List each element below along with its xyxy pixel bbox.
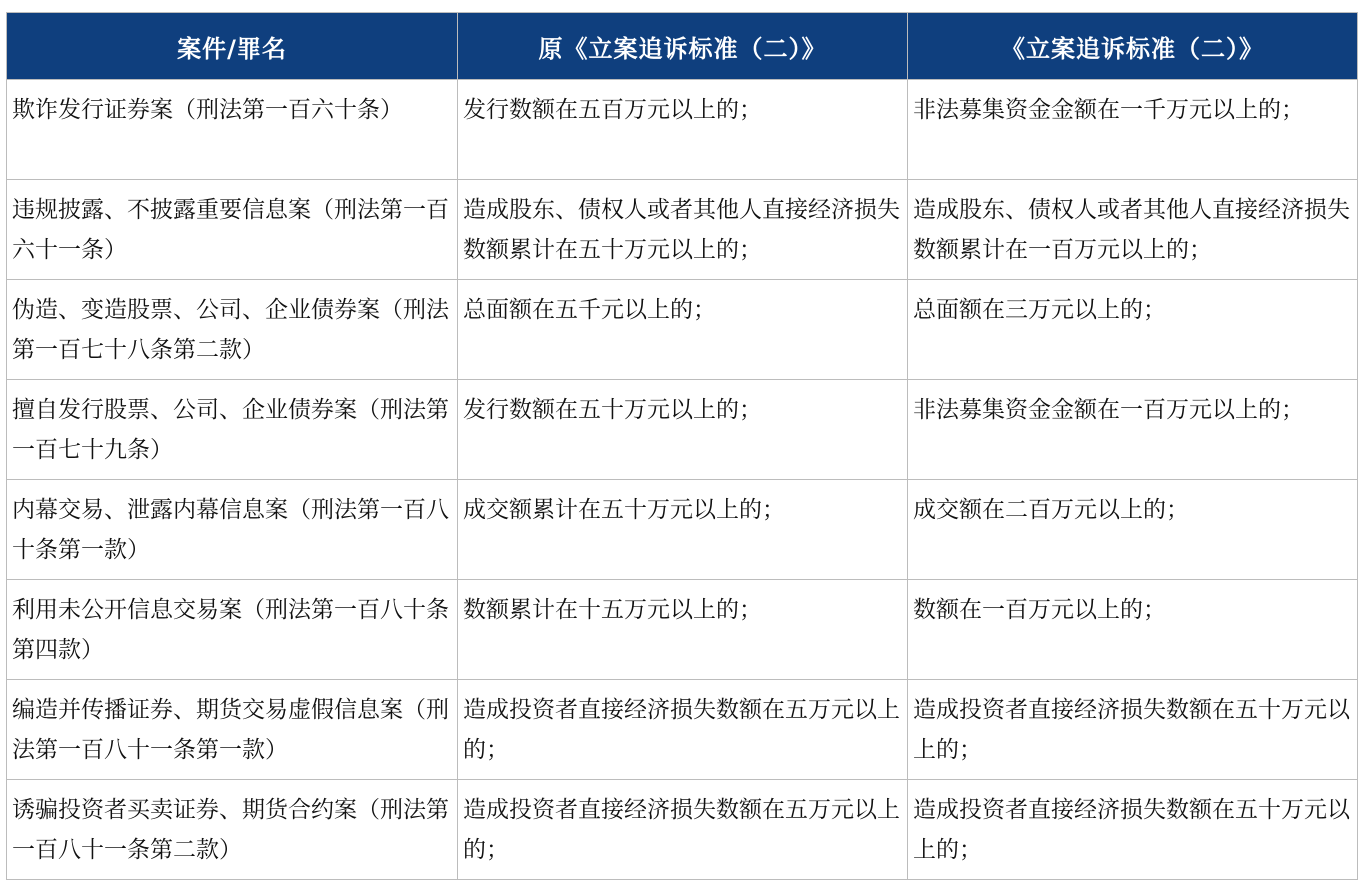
cell-old-standard: 数额累计在十五万元以上的； xyxy=(458,580,908,680)
table-row xyxy=(7,580,1358,680)
table-row xyxy=(7,180,1358,280)
cell-old-standard: 造成投资者直接经济损失数额在五万元以上的； xyxy=(458,780,908,880)
table-row xyxy=(7,780,1358,880)
cell-case-name: 伪造、变造股票、公司、企业债券案（刑法第一百七十八条第二款） xyxy=(7,280,458,380)
cell-old-standard: 成交额累计在五十万元以上的； xyxy=(458,480,908,580)
header-row xyxy=(7,13,1358,80)
cell-new-standard: 造成股东、债权人或者其他人直接经济损失数额累计在一百万元以上的； xyxy=(908,180,1358,280)
table-header xyxy=(7,13,1358,80)
table-row xyxy=(7,280,1358,380)
comparison-table xyxy=(6,12,1358,880)
table-row xyxy=(7,80,1358,180)
cell-new-standard: 成交额在二百万元以上的； xyxy=(908,480,1358,580)
cell-old-standard: 发行数额在五十万元以上的； xyxy=(458,380,908,480)
cell-case-name: 诱骗投资者买卖证券、期货合约案（刑法第一百八十一条第二款） xyxy=(7,780,458,880)
cell-case-name: 内幕交易、泄露内幕信息案（刑法第一百八十条第一款） xyxy=(7,480,458,580)
cell-new-standard: 非法募集资金金额在一千万元以上的； xyxy=(908,80,1358,180)
cell-new-standard: 造成投资者直接经济损失数额在五十万元以上的； xyxy=(908,780,1358,880)
cell-case-name: 欺诈发行证券案（刑法第一百六十条） xyxy=(7,80,458,180)
table-body xyxy=(7,80,1358,880)
table-row xyxy=(7,480,1358,580)
header-old-standard: 原《立案追诉标准（二）》 xyxy=(458,13,908,80)
cell-case-name: 擅自发行股票、公司、企业债券案（刑法第一百七十九条） xyxy=(7,380,458,480)
table-row xyxy=(7,680,1358,780)
header-new-standard: 《立案追诉标准（二）》 xyxy=(908,13,1358,80)
header-case-name: 案件/罪名 xyxy=(7,13,458,80)
cell-old-standard: 总面额在五千元以上的； xyxy=(458,280,908,380)
cell-new-standard: 非法募集资金金额在一百万元以上的； xyxy=(908,380,1358,480)
cell-case-name: 利用未公开信息交易案（刑法第一百八十条第四款） xyxy=(7,580,458,680)
cell-new-standard: 数额在一百万元以上的； xyxy=(908,580,1358,680)
cell-new-standard: 造成投资者直接经济损失数额在五十万元以上的； xyxy=(908,680,1358,780)
cell-old-standard: 造成股东、债权人或者其他人直接经济损失数额累计在五十万元以上的； xyxy=(458,180,908,280)
cell-case-name: 违规披露、不披露重要信息案（刑法第一百六十一条） xyxy=(7,180,458,280)
cell-new-standard: 总面额在三万元以上的； xyxy=(908,280,1358,380)
cell-old-standard: 发行数额在五百万元以上的； xyxy=(458,80,908,180)
cell-case-name: 编造并传播证券、期货交易虚假信息案（刑法第一百八十一条第一款） xyxy=(7,680,458,780)
table-row xyxy=(7,380,1358,480)
cell-old-standard: 造成投资者直接经济损失数额在五万元以上的； xyxy=(458,680,908,780)
